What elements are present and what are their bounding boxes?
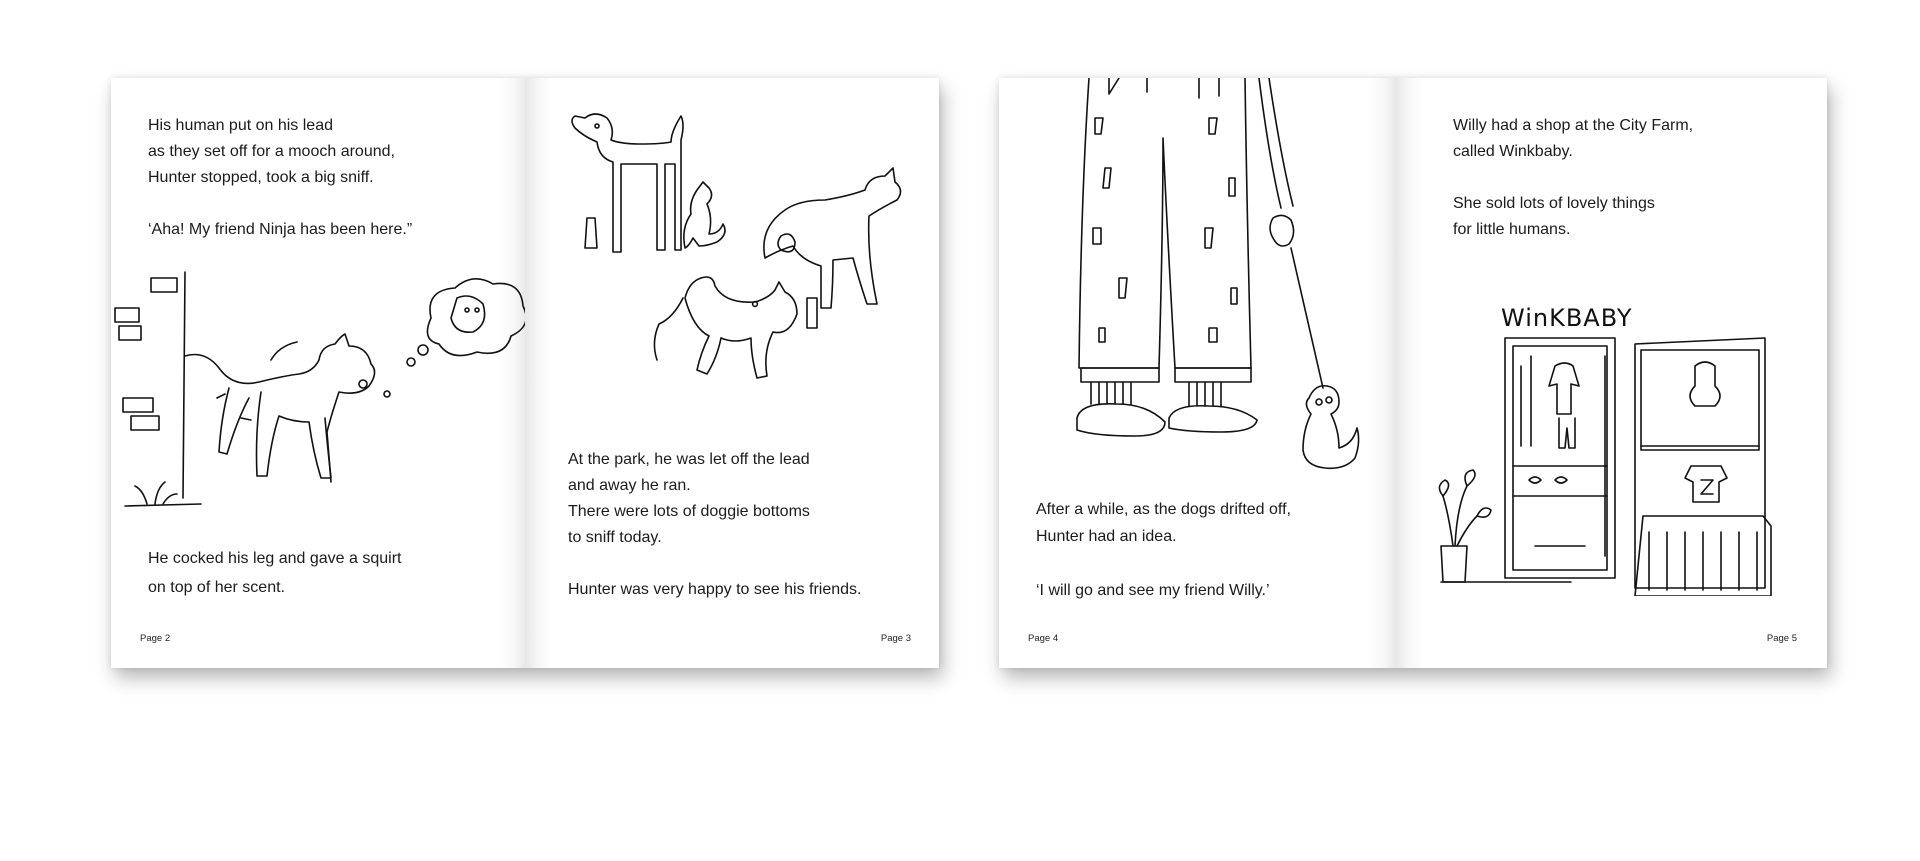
- page-3: [525, 78, 939, 668]
- dog-marking-illustration: [111, 268, 525, 528]
- book-spread-pages-2-3: [111, 78, 939, 668]
- page-2-bottom-text: He cocked his leg and gave a squirt on top of her scent.: [148, 550, 402, 596]
- page-5: [1395, 78, 1827, 668]
- page-4-text: After a while, as the dogs drifted off, Hunter had an idea. ‘I will go and see my friend Willy.’: [1036, 501, 1291, 599]
- dogs-in-park-illustration: [555, 108, 925, 438]
- page-2-number: Page 2: [140, 633, 171, 644]
- book-spread-pages-4-5: [999, 78, 1827, 668]
- page-2-top-text: His human put on his lead as they set off for a mooch around, Hunter stopped, took a big sniff. ‘Aha! My friend Ninja has been here.”: [148, 117, 413, 238]
- page-3-number: Page 3: [880, 633, 911, 644]
- shop-sign-text: WinKBABY: [1501, 304, 1633, 332]
- page-5-number: Page 5: [1766, 633, 1797, 644]
- page-4-number: Page 4: [1028, 633, 1059, 644]
- winkbaby-shop-illustration: [1435, 296, 1815, 596]
- page-2: [111, 78, 525, 668]
- page-5-text: Willy had a shop at the City Farm, called Winkbaby. She sold lots of lovely things for little humans.: [1453, 117, 1694, 238]
- human-legs-and-dog-on-lead-illustration: [1059, 78, 1389, 478]
- page-4: [999, 78, 1395, 668]
- page-3-text: At the park, he was let off the lead and away he ran. There were lots of doggie bottoms to sniff today. Hunter was very happy to see his friends.: [568, 451, 862, 598]
